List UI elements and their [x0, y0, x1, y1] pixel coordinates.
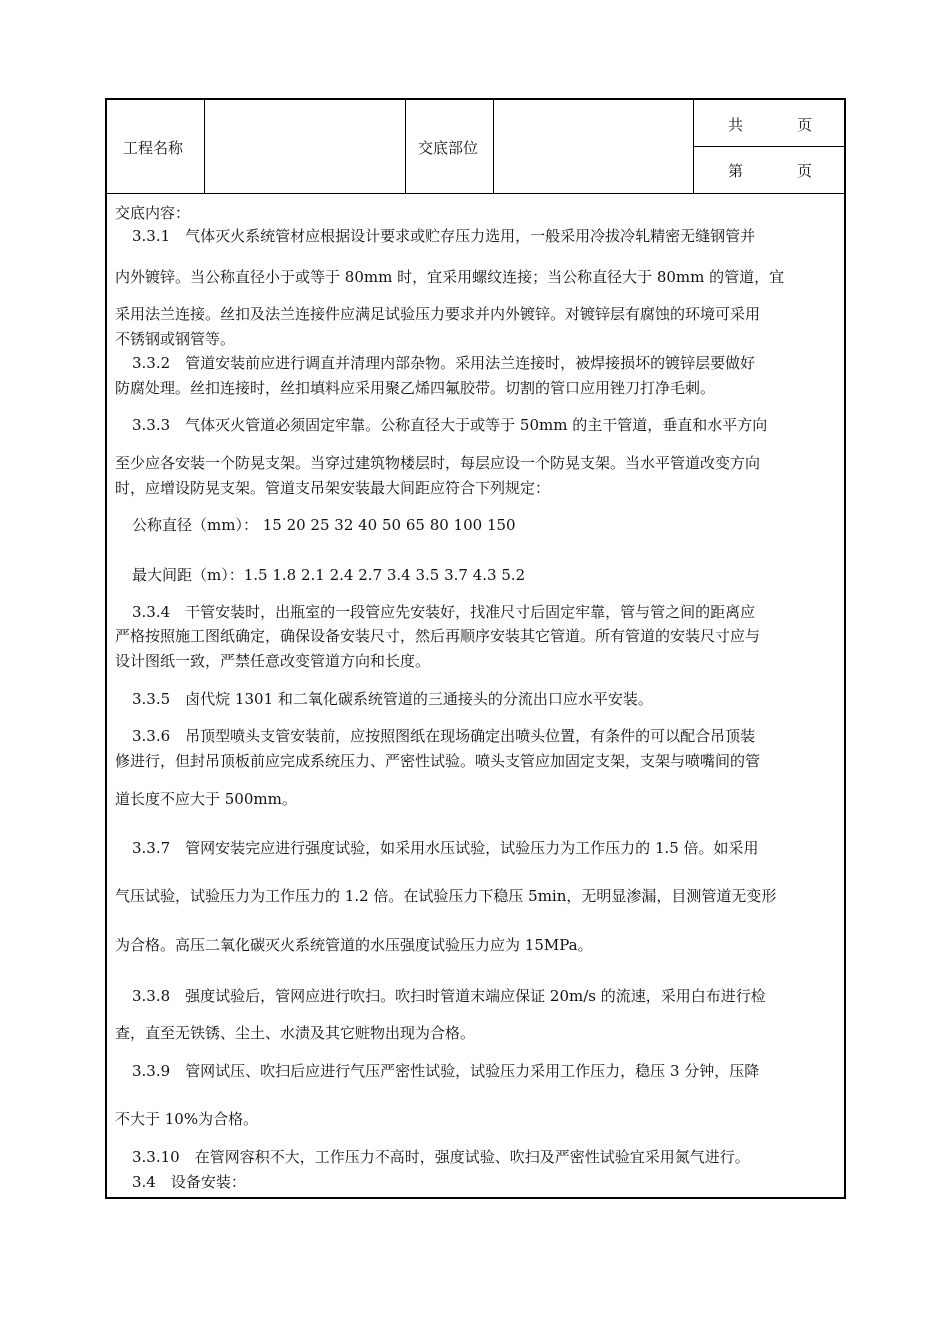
- content-line: 3.3.2 管道安装前应进行调直并清理内部杂物。采用法兰连接时，被焊接损坏的镀锌层要做好: [132, 354, 756, 372]
- content-line: 3.3.9 管网试压、吹扫后应进行气压严密性试验，试验压力采用工作压力，稳压 3 分钟，压降: [132, 1062, 760, 1080]
- handover-part-field[interactable]: [507, 136, 687, 160]
- divider: [204, 100, 205, 194]
- content-line: 不锈钢或钢管等。: [115, 330, 236, 348]
- content-line: 时，应增设防晃支架。管道支吊架安装最大间距应符合下列规定：: [115, 479, 551, 497]
- content-line: 至少应各安装一个防晃支架。当穿过建筑物楼层时，每层应设一个防晃支架。当水平管道改变方向: [115, 454, 761, 472]
- content-line: 采用法兰连接。丝扣及法兰连接件应满足试验压力要求并内外镀锌。对镀锌层有腐蚀的环境可采用: [115, 305, 761, 323]
- form-header: 工程名称 交底部位 共 页 第 页: [107, 100, 844, 194]
- content-line: 内外镀锌。当公称直径小于或等于 80mm 时，宜采用螺纹连接；当公称直径大于 80mm 的管道，宜: [115, 268, 785, 286]
- content-line: 3.4 设备安装：: [132, 1173, 246, 1191]
- content-line: 3.3.1 气体灭火系统管材应根据设计要求或贮存压力选用，一般采用冷拔冷轧精密无缝钢管并: [132, 227, 756, 245]
- content-line: 3.3.7 管网安装完应进行强度试验，如采用水压试验，试验压力为工作压力的 1.5 倍。如采用: [132, 839, 759, 857]
- content-line: 公称直径（mm）： 15 20 25 32 40 50 65 80 100 150: [132, 516, 516, 534]
- project-name-label: 工程名称: [123, 139, 184, 157]
- divider: [493, 100, 494, 194]
- content-label: 交底内容：: [115, 204, 191, 222]
- handover-part-label: 交底部位: [418, 139, 479, 157]
- content-line: 3.3.3 气体灭火管道必须固定牢靠。公称直径大于或等于 50mm 的主干管道，垂直和水平方向: [132, 416, 768, 434]
- content-line: 为合格。高压二氧化碳灭火系统管道的水压强度试验压力应为 15MPa。: [115, 936, 593, 954]
- content-line: 道长度不应大于 500mm。: [115, 790, 297, 808]
- content-line: 气压试验，试验压力为工作压力的 1.2 倍。在试验压力下稳压 5min，无明显渗漏，目测管道无变形: [115, 887, 777, 905]
- content-line: 防腐处理。丝扣连接时，丝扣填料应采用聚乙烯四氟胶带。切割的管口应用锉刀打净毛刺。: [115, 379, 716, 397]
- content-line: 严格按照施工图纸确定，确保设备安装尺寸，然后再顺序安装其它管道。所有管道的安装尺寸应与: [115, 627, 761, 645]
- content-line: 不大于 10%为合格。: [115, 1110, 259, 1128]
- content-line: 3.3.10 在管网容积不大，工作压力不高时，强度试验、吹扫及严密性试验宜采用氮气进行。: [132, 1148, 750, 1166]
- content-line: 3.3.4 干管安装时，出瓶室的一段管应先安装好，找准尺寸后固定牢靠，管与管之间的距离应: [132, 603, 756, 621]
- content-line: 查，直至无铁锈、尘土、水渍及其它赃物出现为合格。: [115, 1024, 476, 1042]
- handover-form: [105, 98, 846, 1199]
- content-line: 设计图纸一致，严禁任意改变管道方向和长度。: [115, 652, 431, 670]
- content-line: 最大间距（m）：1.5 1.8 2.1 2.4 2.7 3.4 3.5 3.7 4.3 5.2: [132, 566, 526, 584]
- project-name-field[interactable]: [219, 136, 399, 160]
- content-line: 3.3.6 吊顶型喷头支管安装前，应按照图纸在现场确定出喷头位置，有条件的可以配合吊顶装: [132, 727, 756, 745]
- divider: [693, 100, 694, 194]
- divider: [405, 100, 406, 194]
- content-line: 修进行，但封吊顶板前应完成系统压力、严密性试验。喷头支管应加固定支架，支架与喷嘴间的管: [115, 752, 761, 770]
- divider: [693, 146, 844, 147]
- content-line: 3.3.8 强度试验后，管网应进行吹扫。吹扫时管道末端应保证 20m/s 的流速，采用白布进行检: [132, 987, 766, 1005]
- content-line: 3.3.5 卤代烷 1301 和二氧化碳系统管道的三通接头的分流出口应水平安装。: [132, 690, 653, 708]
